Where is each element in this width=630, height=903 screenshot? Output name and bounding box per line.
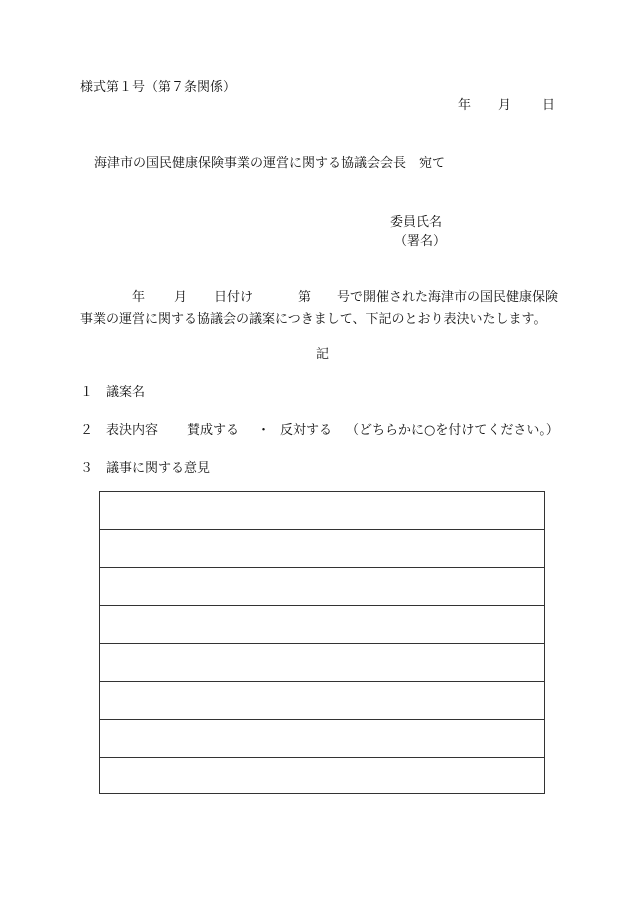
date-year-label: 年 [458, 98, 472, 113]
body-line-1 [80, 290, 560, 306]
addressee: 海津市の国民健康保険事業の運営に関する協議会会長 宛て [94, 156, 446, 171]
item-number: ３ [80, 461, 94, 476]
item-label: 議案名 [106, 385, 146, 400]
opinion-row-divider [100, 643, 544, 644]
body-day-label: 日付け [214, 290, 254, 305]
date-month-label: 月 [498, 98, 512, 113]
vote-note: （どちらかに○を付けてください。） [346, 423, 559, 438]
opinion-row-divider [100, 605, 544, 606]
opinion-row-divider [100, 681, 544, 682]
vote-option-for: 賛成する [187, 423, 240, 438]
opinion-row-divider [100, 719, 544, 720]
signer-signature-label: （署名） [394, 234, 447, 249]
item-label: 表決内容 [106, 423, 159, 438]
body-number-suffix: 号で開催された海津市の国民健康保険 [337, 290, 559, 305]
signer-name-label: 委員氏名 [390, 215, 443, 230]
body-number-prefix: 第 [298, 290, 312, 305]
opinion-row-divider [100, 529, 544, 530]
item-label: 議事に関する意見 [106, 461, 211, 476]
form-label: 様式第１号（第７条関係） [80, 80, 237, 95]
body-line-2: 事業の運営に関する協議会の議案につきまして、下記のとおり表決いたします。 [80, 312, 547, 327]
vote-separator: ・ [257, 423, 271, 438]
vote-option-against: 反対する [280, 423, 333, 438]
item-number: ２ [80, 423, 94, 438]
body-month-label: 月 [174, 290, 188, 305]
ki-heading: 記 [316, 347, 330, 362]
body-year-label: 年 [132, 290, 146, 305]
item-number: １ [80, 385, 94, 400]
date-day-label: 日 [542, 98, 556, 113]
opinion-box[interactable] [99, 491, 545, 794]
opinion-row-divider [100, 567, 544, 568]
opinion-row-divider [100, 757, 544, 758]
